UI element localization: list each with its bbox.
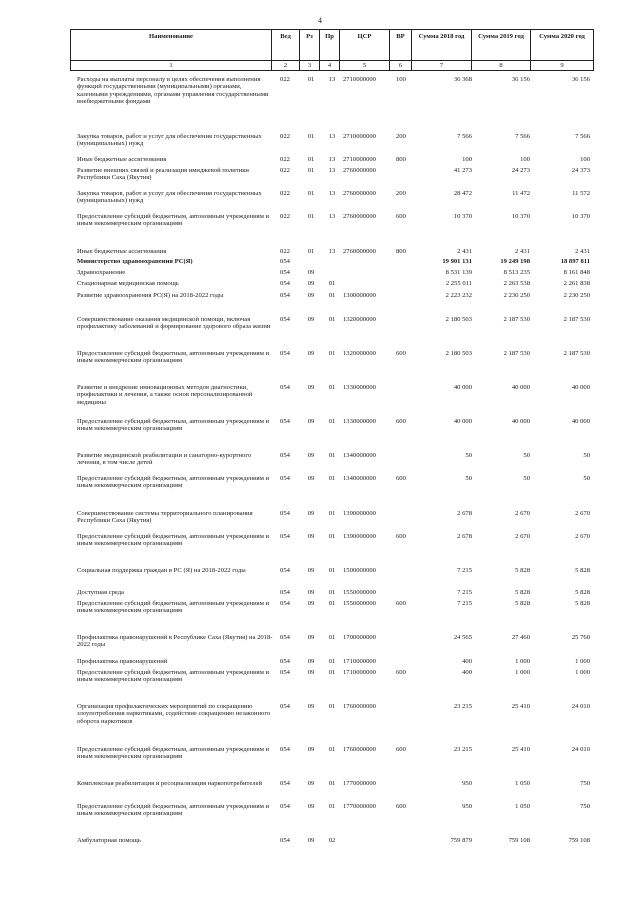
cell-s3: 5 828 — [575, 589, 590, 596]
cell-s1: 950 — [462, 803, 472, 810]
cell-s3: 24 373 — [571, 167, 590, 174]
header-sum-2019: Сумма 2019 год — [472, 30, 531, 61]
cell-csr: 1340000000 — [343, 475, 376, 482]
cell-name: Предоставление субсидий бюджетным, автономным учреждениям и иным некоммерческим организациям — [77, 669, 270, 684]
cell-s3: 2 431 — [575, 248, 590, 255]
cell-s2: 40 000 — [511, 418, 530, 425]
cell-pr: 02 — [328, 837, 336, 844]
cell-s2: 25 410 — [511, 746, 530, 753]
cell-s3: 8 161 848 — [563, 269, 590, 276]
cell-rz: 09 — [307, 292, 315, 299]
column-number: 7 — [412, 61, 472, 71]
cell-csr: 1500000000 — [343, 567, 376, 574]
cell-ved: 054 — [280, 600, 290, 607]
cell-ved: 054 — [280, 292, 290, 299]
cell-csr: 2760000000 — [343, 248, 376, 255]
cell-rz: 09 — [307, 510, 315, 517]
column-number: 1 — [71, 61, 272, 71]
cell-ved: 054 — [280, 418, 290, 425]
cell-s1: 23 215 — [453, 746, 472, 753]
cell-s1: 2 223 232 — [445, 292, 472, 299]
cell-name: Предоставление субсидий бюджетным, автономным учреждениям и иным некоммерческим организациям — [77, 600, 270, 615]
cell-vr: 600 — [396, 746, 406, 753]
cell-csr: 1320000000 — [343, 350, 376, 357]
cell-rz: 09 — [307, 475, 315, 482]
cell-rz: 09 — [307, 746, 315, 753]
header-sum-2020: Сумма 2020 год — [531, 30, 594, 61]
cell-name: Предоставление субсидий бюджетным, автономным учреждениям и иным некоммерческим организациям — [77, 350, 270, 365]
cell-pr: 01 — [328, 292, 336, 299]
cell-name: Министерство здравоохранения РС(Я) — [77, 258, 193, 265]
cell-s3: 50 — [583, 452, 590, 459]
cell-s2: 2 670 — [515, 533, 530, 540]
cell-name: Иные бюджетные ассигнования — [77, 248, 167, 255]
cell-csr: 2710000000 — [343, 156, 376, 163]
cell-s2: 1 000 — [515, 658, 530, 665]
cell-name: Закупка товаров, работ и услуг для обеспечения государственных (муниципальных) нужд — [77, 133, 262, 148]
cell-rz: 09 — [307, 803, 315, 810]
cell-rz: 09 — [307, 669, 315, 676]
cell-rz: 09 — [307, 452, 315, 459]
cell-csr: 1340000000 — [343, 452, 376, 459]
cell-pr: 01 — [328, 510, 336, 517]
cell-ved: 022 — [280, 248, 290, 255]
cell-csr: 1550000000 — [343, 600, 376, 607]
cell-s2: 25 410 — [511, 703, 530, 710]
cell-s3: 2 670 — [575, 533, 590, 540]
cell-s2: 100 — [520, 156, 530, 163]
cell-s2: 27 460 — [511, 634, 530, 641]
cell-csr: 1330000000 — [343, 418, 376, 425]
cell-s1: 7 566 — [457, 133, 472, 140]
cell-rz: 01 — [307, 213, 315, 220]
cell-csr: 1760000000 — [343, 746, 376, 753]
cell-name: Расходы на выплаты персоналу в целях обеспечения выполнения функций государственными (муниципальными) органами, казенными учреждениями, органами управления государственными внебюджетными фондами — [77, 76, 269, 106]
cell-name: Предоставление субсидий бюджетным, автономным учреждениям и иным некоммерческим организациям — [77, 475, 270, 490]
cell-s1: 28 472 — [453, 190, 472, 197]
cell-s3: 36 156 — [571, 76, 590, 83]
cell-s1: 50 — [465, 452, 472, 459]
cell-ved: 054 — [280, 567, 290, 574]
cell-s2: 19 249 198 — [500, 258, 530, 265]
cell-pr: 01 — [328, 418, 336, 425]
cell-pr: 01 — [328, 280, 336, 287]
cell-ved: 054 — [280, 316, 290, 323]
cell-s1: 50 — [465, 475, 472, 482]
cell-s3: 24 010 — [571, 746, 590, 753]
cell-ved: 022 — [280, 133, 290, 140]
cell-csr: 1330000000 — [343, 384, 376, 391]
cell-name: Комплексная реабилитация и ресоциализация наркопотребителей — [77, 780, 263, 787]
cell-ved: 022 — [280, 190, 290, 197]
cell-s3: 10 370 — [571, 213, 590, 220]
cell-rz: 09 — [307, 658, 315, 665]
header-vr: ВР — [390, 30, 412, 61]
cell-pr: 01 — [328, 746, 336, 753]
cell-name: Развитие медицинской реабилитации и санаторно-курортного лечения, в том числе детей — [77, 452, 252, 467]
cell-s1: 10 370 — [453, 213, 472, 220]
cell-vr: 800 — [396, 248, 406, 255]
cell-s2: 36 156 — [511, 76, 530, 83]
cell-csr: 1710000000 — [343, 669, 376, 676]
cell-s2: 5 828 — [515, 589, 530, 596]
cell-name: Предоставление субсидий бюджетным, автономным учреждениям и иным некоммерческим организациям — [77, 746, 270, 761]
cell-rz: 09 — [307, 350, 315, 357]
page-number: 4 — [318, 16, 322, 25]
cell-name: Совершенствование системы территориального планирования Республики Саха (Якутия) — [77, 510, 253, 525]
cell-s1: 400 — [462, 658, 472, 665]
cell-rz: 09 — [307, 703, 315, 710]
cell-vr: 200 — [396, 190, 406, 197]
cell-vr: 600 — [396, 475, 406, 482]
cell-ved: 054 — [280, 837, 290, 844]
cell-pr: 13 — [328, 133, 336, 140]
cell-vr: 600 — [396, 418, 406, 425]
cell-rz: 09 — [307, 533, 315, 540]
cell-vr: 600 — [396, 533, 406, 540]
cell-s1: 7 215 — [457, 589, 472, 596]
cell-ved: 022 — [280, 213, 290, 220]
cell-s1: 2 678 — [457, 510, 472, 517]
cell-ved: 054 — [280, 703, 290, 710]
header-csr: ЦСР — [340, 30, 390, 61]
cell-s1: 950 — [462, 780, 472, 787]
cell-rz: 09 — [307, 589, 315, 596]
header-name: Наименование — [71, 30, 272, 61]
cell-name: Предоставление субсидий бюджетным, автономным учреждениям и иным некоммерческим организациям — [77, 533, 270, 548]
cell-s3: 1 000 — [575, 669, 590, 676]
cell-vr: 100 — [396, 76, 406, 83]
cell-name: Амбулаторная помощь — [77, 837, 141, 844]
cell-name: Развитие здравоохранения РС(Я) на 2018-2022 годы — [77, 292, 224, 299]
cell-s2: 24 273 — [511, 167, 530, 174]
cell-s3: 2 261 838 — [563, 280, 590, 287]
cell-name: Здравоохранение — [77, 269, 126, 276]
cell-name: Стационарная медицинская помощь — [77, 280, 179, 287]
cell-rz: 09 — [307, 384, 315, 391]
cell-s3: 100 — [580, 156, 590, 163]
cell-pr: 13 — [328, 156, 336, 163]
cell-s3: 5 828 — [575, 567, 590, 574]
cell-s3: 1 000 — [575, 658, 590, 665]
cell-csr: 1320000000 — [343, 316, 376, 323]
cell-s3: 750 — [580, 803, 590, 810]
cell-ved: 054 — [280, 803, 290, 810]
cell-ved: 022 — [280, 156, 290, 163]
cell-pr: 01 — [328, 600, 336, 607]
column-number: 9 — [531, 61, 594, 71]
cell-s1: 7 215 — [457, 600, 472, 607]
cell-name: Развитие внешних связей и реализация имиджевой политики Республики Саха (Якутия) — [77, 167, 249, 182]
cell-csr: 1770000000 — [343, 803, 376, 810]
cell-s2: 11 472 — [512, 190, 530, 197]
cell-s1: 23 215 — [453, 703, 472, 710]
cell-s1: 8 531 139 — [445, 269, 472, 276]
cell-s2: 2 263 538 — [503, 280, 530, 287]
cell-s2: 7 566 — [515, 133, 530, 140]
cell-s1: 400 — [462, 669, 472, 676]
cell-name: Предоставление субсидий бюджетным, автономным учреждениям и иным некоммерческим организациям — [77, 213, 270, 228]
header-pr: Пр — [320, 30, 340, 61]
cell-csr: 1770000000 — [343, 780, 376, 787]
cell-pr: 01 — [328, 703, 336, 710]
cell-s1: 7 215 — [457, 567, 472, 574]
cell-s3: 2 187 530 — [563, 316, 590, 323]
cell-pr: 01 — [328, 567, 336, 574]
cell-ved: 054 — [280, 258, 290, 265]
header-ved: Вед — [272, 30, 300, 61]
cell-name: Совершенствование оказания медицинской помощи, включая профилактику заболеваний и формирование здорового образа жизни — [77, 316, 271, 331]
cell-pr: 01 — [328, 780, 336, 787]
cell-name: Доступная среда — [77, 589, 124, 596]
cell-pr: 01 — [328, 533, 336, 540]
cell-pr: 13 — [328, 190, 336, 197]
cell-name: Иные бюджетные ассигнования — [77, 156, 167, 163]
cell-rz: 09 — [307, 634, 315, 641]
cell-s2: 1 050 — [515, 780, 530, 787]
cell-csr: 2710000000 — [343, 133, 376, 140]
column-number: 2 — [272, 61, 300, 71]
cell-s2: 2 431 — [515, 248, 530, 255]
cell-pr: 13 — [328, 213, 336, 220]
cell-ved: 054 — [280, 269, 290, 276]
cell-ved: 054 — [280, 510, 290, 517]
cell-rz: 01 — [307, 156, 315, 163]
cell-ved: 054 — [280, 634, 290, 641]
cell-s1: 36 368 — [453, 76, 472, 83]
cell-vr: 600 — [396, 213, 406, 220]
cell-csr: 1700000000 — [343, 634, 376, 641]
cell-name: Предоставление субсидий бюджетным, автономным учреждениям и иным некоммерческим организациям — [77, 803, 270, 818]
cell-csr: 2760000000 — [343, 213, 376, 220]
cell-s3: 750 — [580, 780, 590, 787]
cell-vr: 600 — [396, 600, 406, 607]
cell-rz: 01 — [307, 133, 315, 140]
cell-ved: 054 — [280, 780, 290, 787]
cell-pr: 01 — [328, 350, 336, 357]
cell-csr: 2760000000 — [343, 167, 376, 174]
cell-s1: 2 180 503 — [445, 316, 472, 323]
cell-s2: 50 — [523, 475, 530, 482]
cell-s3: 40 000 — [571, 384, 590, 391]
cell-vr: 800 — [396, 156, 406, 163]
cell-pr: 01 — [328, 316, 336, 323]
cell-rz: 01 — [307, 167, 315, 174]
cell-ved: 022 — [280, 76, 290, 83]
cell-s1: 41 273 — [453, 167, 472, 174]
cell-s3: 2 230 250 — [563, 292, 590, 299]
cell-rz: 09 — [307, 418, 315, 425]
cell-pr: 13 — [328, 167, 336, 174]
cell-rz: 09 — [307, 269, 315, 276]
cell-pr: 01 — [328, 589, 336, 596]
cell-ved: 054 — [280, 746, 290, 753]
cell-ved: 054 — [280, 384, 290, 391]
cell-s3: 11 572 — [572, 190, 590, 197]
cell-vr: 600 — [396, 803, 406, 810]
column-number: 6 — [390, 61, 412, 71]
cell-s1: 2 255 011 — [445, 280, 472, 287]
cell-ved: 054 — [280, 452, 290, 459]
cell-ved: 022 — [280, 167, 290, 174]
cell-name: Предоставление субсидий бюджетным, автономным учреждениям и иным некоммерческим организациям — [77, 418, 270, 433]
column-number: 8 — [472, 61, 531, 71]
cell-name: Организация профилактических мероприятий по сокращению злоупотребления наркотиками, содействие сокращению незаконного оборота наркотиков — [77, 703, 271, 725]
cell-s2: 50 — [523, 452, 530, 459]
cell-rz: 09 — [307, 280, 315, 287]
cell-csr: 1390000000 — [343, 510, 376, 517]
cell-pr: 01 — [328, 384, 336, 391]
cell-s2: 2 670 — [515, 510, 530, 517]
cell-s2: 10 370 — [511, 213, 530, 220]
cell-s1: 24 565 — [453, 634, 472, 641]
cell-rz: 01 — [307, 248, 315, 255]
cell-s3: 7 566 — [575, 133, 590, 140]
cell-s1: 19 901 131 — [442, 258, 472, 265]
cell-ved: 054 — [280, 280, 290, 287]
cell-pr: 01 — [328, 669, 336, 676]
cell-s3: 5 828 — [575, 600, 590, 607]
cell-s2: 1 050 — [515, 803, 530, 810]
cell-rz: 09 — [307, 837, 315, 844]
cell-name: Развитие и внедрение инновационных методов диагностики, профилактики и лечения, а также основ персонализированной медицины — [77, 384, 253, 406]
cell-pr: 01 — [328, 475, 336, 482]
cell-s2: 2 187 530 — [503, 316, 530, 323]
cell-rz: 01 — [307, 76, 315, 83]
cell-name: Закупка товаров, работ и услуг для обеспечения государственных (муниципальных) нужд — [77, 190, 262, 205]
cell-csr: 2710000000 — [343, 76, 376, 83]
cell-s3: 18 897 811 — [560, 258, 590, 265]
cell-s3: 2 187 530 — [563, 350, 590, 357]
cell-rz: 01 — [307, 190, 315, 197]
cell-s1: 2 678 — [457, 533, 472, 540]
cell-vr: 600 — [396, 669, 406, 676]
cell-pr: 01 — [328, 634, 336, 641]
cell-s3: 2 670 — [575, 510, 590, 517]
cell-s2: 759 108 — [508, 837, 530, 844]
cell-s1: 40 000 — [453, 384, 472, 391]
cell-ved: 054 — [280, 533, 290, 540]
cell-s3: 759 108 — [568, 837, 590, 844]
cell-s1: 40 000 — [453, 418, 472, 425]
cell-csr: 1760000000 — [343, 703, 376, 710]
cell-rz: 09 — [307, 780, 315, 787]
column-number: 5 — [340, 61, 390, 71]
header-sum-2018: Сумма 2018 год — [412, 30, 472, 61]
cell-name: Социальная поддержка граждан в РС (Я) на 2018-2022 годы — [77, 567, 246, 574]
cell-csr: 1550000000 — [343, 589, 376, 596]
cell-vr: 200 — [396, 133, 406, 140]
cell-s2: 40 000 — [511, 384, 530, 391]
cell-s2: 5 828 — [515, 600, 530, 607]
cell-pr: 01 — [328, 803, 336, 810]
cell-pr: 01 — [328, 658, 336, 665]
cell-name: Профилактика правонарушений — [77, 658, 168, 665]
cell-ved: 054 — [280, 589, 290, 596]
cell-ved: 054 — [280, 658, 290, 665]
column-number: 3 — [300, 61, 320, 71]
cell-ved: 054 — [280, 669, 290, 676]
cell-s3: 24 010 — [571, 703, 590, 710]
cell-csr: 1390000000 — [343, 533, 376, 540]
cell-s3: 40 000 — [571, 418, 590, 425]
cell-s2: 2 230 250 — [503, 292, 530, 299]
cell-s2: 5 828 — [515, 567, 530, 574]
column-number: 4 — [320, 61, 340, 71]
cell-name: Профилактика правонарушений в Республике Саха (Якутия) на 2018-2022 годы — [77, 634, 273, 649]
cell-s2: 2 187 530 — [503, 350, 530, 357]
cell-s2: 1 000 — [515, 669, 530, 676]
cell-s3: 25 760 — [571, 634, 590, 641]
cell-s1: 2 180 503 — [445, 350, 472, 357]
cell-s1: 100 — [462, 156, 472, 163]
cell-rz: 09 — [307, 567, 315, 574]
cell-vr: 600 — [396, 350, 406, 357]
cell-rz: 09 — [307, 316, 315, 323]
cell-pr: 01 — [328, 452, 336, 459]
cell-pr: 13 — [328, 248, 336, 255]
cell-ved: 054 — [280, 475, 290, 482]
cell-csr: 2760000000 — [343, 190, 376, 197]
cell-csr: 1300000000 — [343, 292, 376, 299]
cell-s3: 50 — [583, 475, 590, 482]
cell-s1: 759 879 — [450, 837, 472, 844]
cell-pr: 13 — [328, 76, 336, 83]
cell-ved: 054 — [280, 350, 290, 357]
cell-s2: 8 513 235 — [503, 269, 530, 276]
cell-csr: 1710000000 — [343, 658, 376, 665]
cell-s1: 2 431 — [457, 248, 472, 255]
cell-rz: 09 — [307, 600, 315, 607]
header-rz: Рз — [300, 30, 320, 61]
